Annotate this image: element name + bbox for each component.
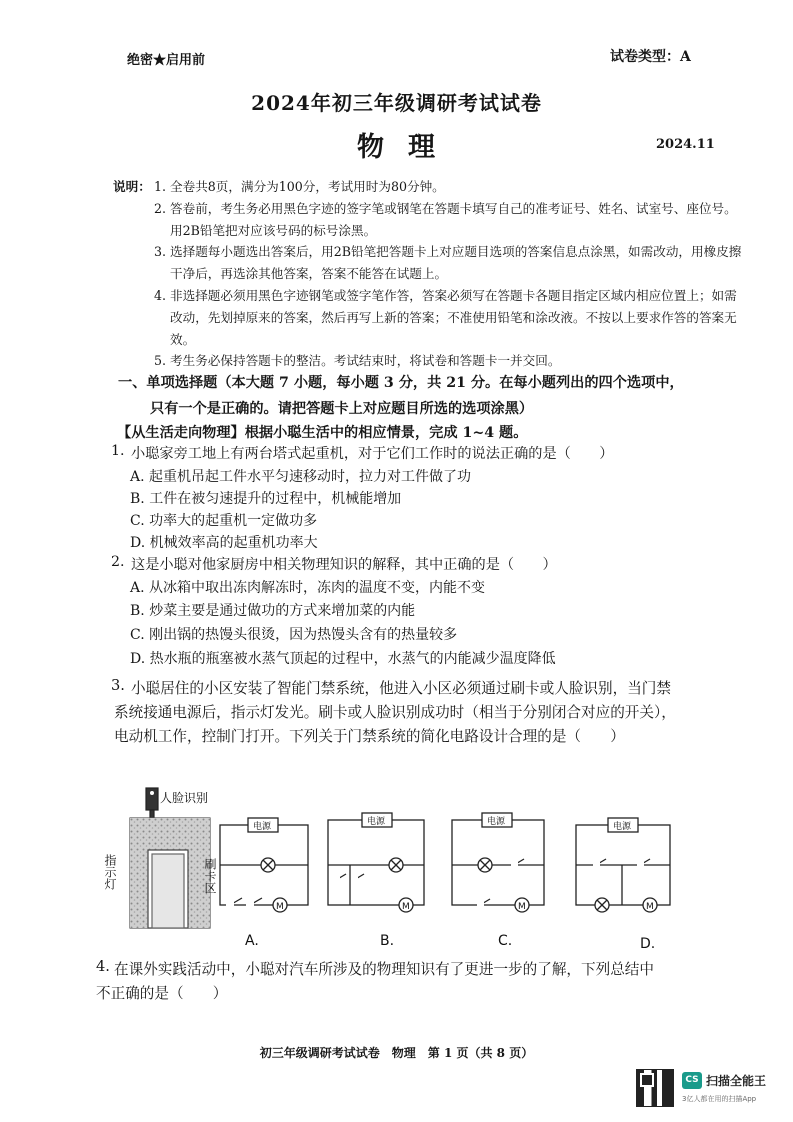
question-3-line1: 小聪居住的小区安装了智能门禁系统，他进入小区必须通过刷卡或人脸识别，当门禁: [131, 680, 671, 697]
instruction-item: [154, 198, 749, 242]
question-4-num: 4.: [96, 958, 110, 975]
question-1-option-d: D. 机械效率高的起重机功率大: [130, 535, 318, 551]
circuit-b: [328, 813, 424, 912]
instruction-num: 4.: [154, 287, 167, 303]
circuit-diagram: [100, 770, 700, 955]
page-footer: 初三年级调研考试试卷 物理 第 1 页（共 8 页）: [259, 1046, 534, 1060]
question-2-option-b: B. 炒菜主要是通过做功的方式来增加菜的内能: [130, 603, 416, 619]
choice-c-label: C.: [498, 933, 513, 949]
circuit-a-power-label: 电源: [253, 822, 272, 832]
question-2-option-a: A. 从冰箱中取出冻肉解冻时，冻肉的温度不变，内能不变: [130, 580, 486, 596]
instruction-num: 1.: [154, 179, 167, 194]
instruction-text: 答卷前，考生务必用黑色字迹的签字笔或钢笔在答题卡填写自己的准考证号、姓名、试室号、座位号。用2B铅笔把对应该号码的标号涂黑。: [170, 200, 737, 238]
circuit-c: [452, 813, 544, 912]
choice-b-label: B.: [380, 933, 395, 949]
instruction-num: 5.: [154, 353, 167, 369]
exam-title: 2024年初三年级调研考试试卷: [251, 91, 542, 115]
confidential-mark: 绝密★启用前: [127, 53, 206, 68]
question-3-num: 3.: [111, 677, 125, 694]
indicator-label: 指示灯: [103, 854, 117, 890]
instruction-text: 选择题每小题选出答案后，用2B铅笔把答题卡上对应题目选项的答案信息点涂黑，如需改动，用橡皮擦干净后，再选涂其他答案，答案不能答在试题上。: [170, 244, 742, 282]
scanner-app-name: 扫描全能王: [706, 1074, 767, 1088]
section-heading: [118, 370, 708, 422]
circuit-a-motor-label: M: [276, 902, 284, 912]
question-1-num: 1.: [111, 443, 125, 459]
scanner-logo-icon: CS: [682, 1072, 702, 1089]
instruction-item: [154, 350, 749, 372]
question-1-option-a: A. 起重机吊起工件水平匀速移动时，拉力对工件做了功: [130, 469, 472, 485]
instruction-text: 考生务必保持答题卡的整洁。考试结束时，将试卷和答题卡一并交回。: [170, 353, 561, 369]
question-3-line3: 电动机工作，控制门打开。下列关于门禁系统的简化电路设计合理的是（ ）: [114, 728, 625, 745]
question-3-line2: 系统接通电源后，指示灯发光。刷卡或人脸识别成功时（相当于分别闭合对应的开关），: [114, 704, 676, 721]
face-label: 人脸识别: [160, 791, 209, 805]
question-1-option-b: B. 工件在被匀速提升的过程中，机械能增加: [130, 491, 402, 507]
question-1-option-c: C. 功率大的起重机一定做功多: [130, 513, 318, 529]
subject-title: 物理: [357, 132, 459, 163]
exam-date: 2024.11: [656, 137, 715, 152]
instruction-num: 2.: [154, 200, 167, 216]
section-heading-line2: 只有一个是正确的。请把答题卡上对应题目所选的选项涂黑）: [150, 401, 534, 417]
instruction-text: 非选择题必须用黑色字迹钢笔或签字笔作答，答案必须写在答题卡各题目指定区域内相应位置上；如需改动，先划掉原来的答案，然后再写上新的答案；不准使用铅笔和涂改液。不按以上要求作答的答案无效。: [170, 287, 737, 347]
instructions-list: [154, 176, 749, 372]
circuit-b-power-label: 电源: [367, 817, 386, 827]
instruction-item: [154, 176, 749, 198]
qr-code-icon: [636, 1069, 674, 1107]
card-label: 刷卡区: [203, 858, 217, 894]
circuit-c-power-label: 电源: [487, 817, 506, 827]
choice-d-label: D.: [640, 936, 656, 952]
gate-illustration: [130, 788, 210, 928]
instruction-num: 3.: [154, 244, 167, 260]
paper-type: 试卷类型：A: [610, 49, 691, 65]
section-heading-line1: 一、单项选择题（本大题 7 小题，每小题 3 分，共 21 分。在每小题列出的四个选项中，: [118, 375, 684, 391]
question-2-num: 2.: [111, 554, 125, 570]
circuit-d-motor-label: M: [646, 902, 654, 912]
question-4-line1: 在课外实践活动中，小聪对汽车所涉及的物理知识有了更进一步的了解，下列总结中: [114, 961, 654, 978]
question-4-line2: 不正确的是（ ）: [96, 985, 228, 1002]
instruction-text: 全卷共8页，满分为100分，考试用时为80分钟。: [170, 179, 445, 194]
question-2-option-d: D. 热水瓶的瓶塞被水蒸气顶起的过程中，水蒸气的内能减少温度降低: [130, 651, 556, 667]
instruction-item: [154, 241, 749, 285]
circuit-d-power-label: 电源: [613, 822, 632, 832]
scanner-tagline: 3亿人都在用的扫描App: [682, 1095, 757, 1103]
instructions-label: 说明：: [113, 179, 151, 194]
choice-a-label: A.: [245, 933, 259, 949]
scenario-lead: 【从生活走向物理】根据小聪生活中的相应情景，完成 1~4 题。: [117, 425, 528, 441]
question-2-stem: 这是小聪对他家厨房中相关物理知识的解释，其中正确的是（ ）: [131, 557, 557, 573]
circuit-a: [220, 818, 308, 912]
instruction-item: [154, 285, 749, 350]
question-1-stem: 小聪家旁工地上有两台塔式起重机，对于它们工作时的说法正确的是（ ）: [131, 446, 614, 462]
circuit-d: [576, 818, 670, 912]
question-2-option-c: C. 刚出锅的热馒头很烫，因为热馒头含有的热量较多: [130, 627, 458, 643]
circuit-c-motor-label: M: [518, 902, 526, 912]
circuit-b-motor-label: M: [402, 902, 410, 912]
